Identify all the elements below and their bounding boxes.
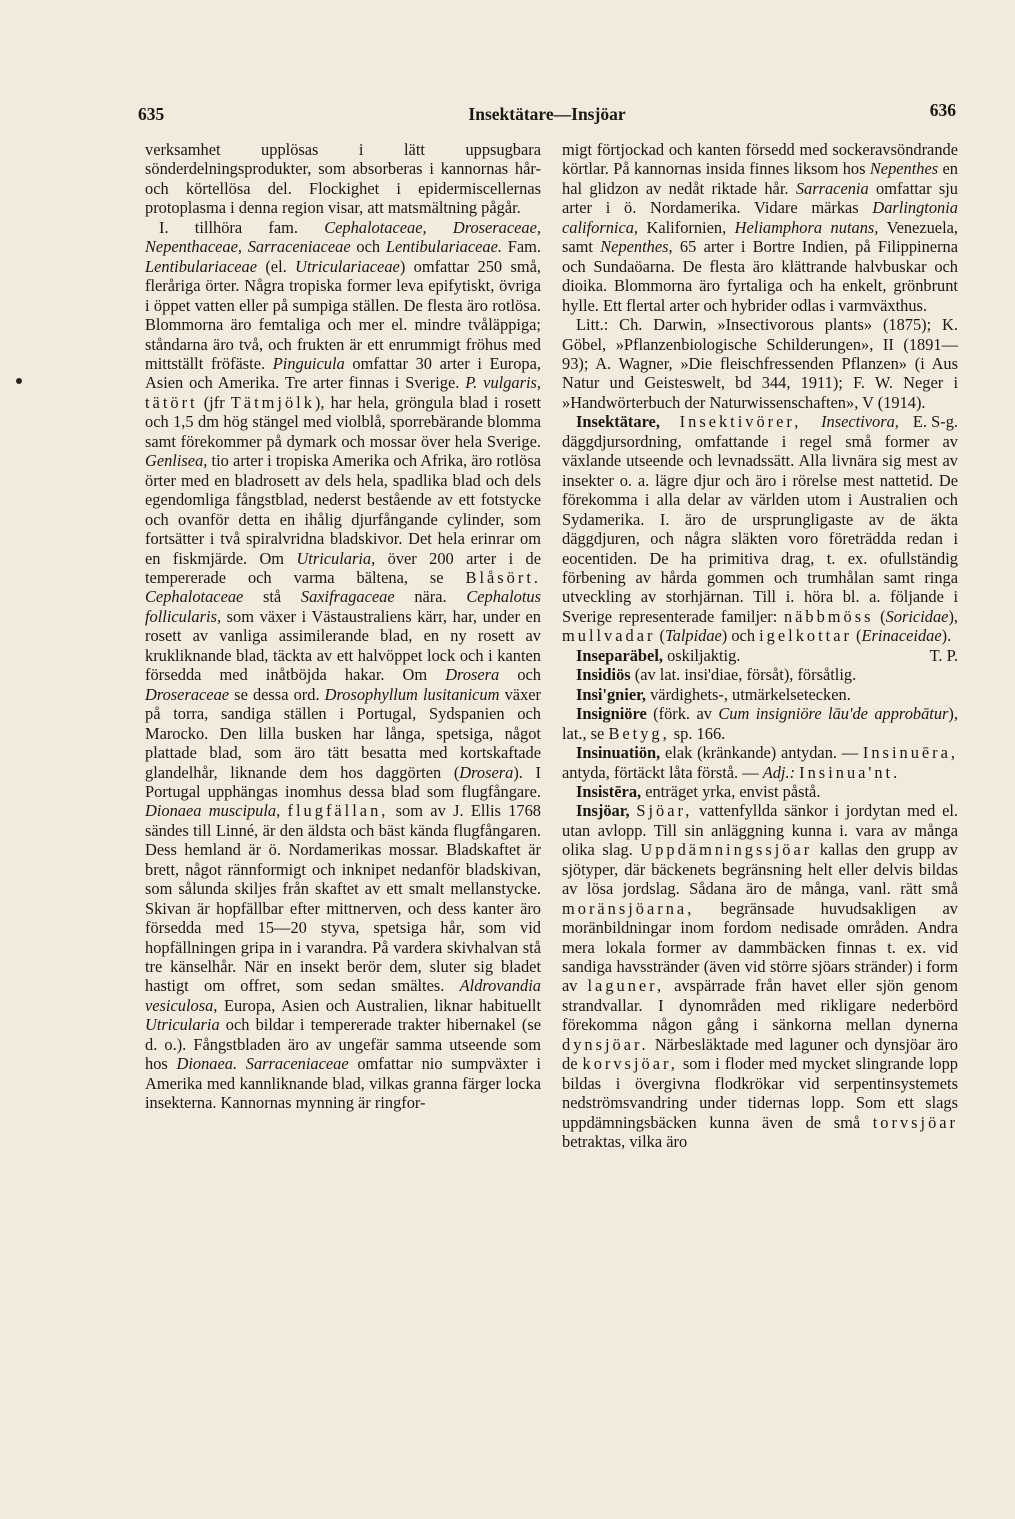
entry-inseparabel: Inseparäbel, oskiljaktig.	[576, 645, 741, 665]
running-head: Insektätare—Insjöar	[468, 104, 626, 124]
right-column	[562, 140, 958, 1152]
entry-heading: Insektätare,	[576, 412, 660, 432]
entry-insjoar: Insjöar, Sjöar, vattenfyllda sänkor i jordytan med el. utan avlopp. Till sin anläggning kunna i. vara av många olika slag. Uppdämningssjöar kallas den grupp av sjötyper, där bäckenets begränsning helt eller delvis bildas av lösa jordslag. Sådana äro de många, vanl. rätt små moränsjöarna, begränsade huvudsakligen av moränbildningar inom fordom nedisade områden. Andra mera lokala former av dammbäcken finnas t. ex. vid sandiga havsstränder (även vid större sjöars stränder) i form av laguner, avspärrade från havet eller sjön genom strandvallar. I dynområden med rikligare nederbörd förekomma någon gång i sänkorna mellan dynerna dynsjöar. Närbesläktade med laguner och dynsjöar äro de korvsjöar, som i floder med mycket slingrande lopp bildas i övergivna flodkrökar vid serpentinsystemets nedströmsvandring under tidernas lopp. Som ett slags uppdämningsbäcken kunna även de små torvsjöar betraktas, vilka äro	[562, 801, 958, 1152]
paragraph: migt förtjockad och kanten försedd med sockeravsöndrande körtlar. På kannornas insida finnes liksom hos Nepenthes en hal glidzon av nedåt riktade hår. Sarracenia omfattar sju arter i ö. Nordamerika. Vidare märkas Darlingtonia californica, Kalifornien, Heliamphora nutans, Venezuela, samt Nepenthes, 65 arter i Bortre Indien, på Filippinerna och Sundaöarna. De flesta äro klättrande halvbuskar och dioika. Blommorna äro fyrtaliga och ha enkelt, grönbrunt hylle. Ett flertal arter och hybrider odlas i varmväxthus.	[562, 140, 958, 315]
margin-dot	[16, 378, 22, 384]
literature-reference: Litt.: Ch. Darwin, »Insectivorous plants» (1875); K. Göbel, »Pflanzenbiologische Schilderungen», II (1891—93); A. Wagner, »Die fleischfressenden Pflanzen» (i Aus Natur und Geisteswelt, bd 344, 1911); F. W. Neger i »Handwörterbuch der Naturwissenschaften», V (1914). E. S-g.	[562, 315, 958, 432]
author-signature: E. S-g.	[912, 412, 958, 432]
paragraph: verksamhet upplösas i lätt uppsugbara sönderdelningsprodukter, som absorberas i kannornas hår- och körtellösa del. Flockighet i epidermiscellernas protoplasma i denna region visar, att matsmältning pågår.	[145, 140, 541, 218]
paragraph: I. tillhöra fam. Cephalotaceae, Droseraceae, Nepenthaceae, Sarraceniaceae och Lentibulariaceae. Fam. Lentibulariaceae (el. Utriculariaceae) omfattar 250 små, fleråriga örter. Några tropiska former leva epifytiskt, övriga i öppet vatten eller på sumpiga ställen. De flesta äro rotlösa. Blommorna äro femtaliga och mer el. mindre tvåläppiga; ståndarna äro två, och frukten är ett enrummigt fröhus med mittställt fröfäste. Pinguicula omfattar 30 arter i Europa, Asien och Amerika. Tre arter finnas i Sverige. P. vulgaris, tätört (jfr Tätmjölk), har hela, gröngula blad i rosett och 1,5 dm hög stängel med violblå, sporrebärande blomma samt förekommer på dymark och mossar över hela Sverige. Genlisea, tio arter i tropiska Amerika och Afrika, äro rotlösa örter med en bladrosett av dels hela, spadlika blad och dels egendomliga fångstblad, nederst bestående av ett fotstycke och ovanför detta en ihålig djurfångande cylinder, som fortsätter i två spiralvridna bladskivor. Det hela erinrar om en fiskmjärde. Om Utricularia, över 200 arter i de tempererade och varma bältena, se Blåsört. Cephalotaceae stå Saxifragaceae nära. Cephalotus follicularis, som växer i Västaustraliens kärr, har, under en rosett av vanliga assimilerande blad, en ny rosett av krukliknande blad, täckta av ett halvöppet lock och i kanten försedda med inåtböjda hakar. Om Drosera och Droseraceae se dessa ord. Drosophyllum lusitanicum växer på torra, sandiga ställen i Portugal, Sydspanien och Marocko. Den lilla busken har långa, spetsiga, något plattade blad, som äro tätt besatta med kortskaftade glandelhår, liknande dem hos daggörten (Drosera). I Portugal upphängas inomhus dessa blad som flugfångare. Dionaea muscipula, flugfällan, som av J. Ellis 1768 sändes till Linné, är den äldsta och bäst kända flugfångaren. Dess hemland är ö. Nordamerikas mossar. Bladskaftet är brett, något rännformigt och inknipet nedanför bladskivan, som sålunda skiljes från skaftet av ett smalt mellanstycke. Skivan är hopfällbar efter mittnerven, och dess kanter äro försedda med 15—20 styva, spetsiga hår, som vid hopfällningen gripa in i varandra. På vardera skivhalvan stå tre känselhår. När en insekt berör dem, sluter sig bladet hastigt om offret, som sedan smältes. Aldrovandia vesiculosa, Europa, Asien och Australien, liknar habituellt Utricularia och bildar i tempererade trakter hibernakel (se d. o.). Fångstbladen äro av ungefär samma utseende som hos Dionaea. Sarraceniaceae omfattar nio sumpväxter i Amerika med kannliknande blad, vilkas granna färger locka insekterna. Kannornas mynning är ringfor-	[145, 217, 542, 1113]
entry-insidios: Insidiös (av lat. insi'diae, försåt), försåtlig.	[576, 665, 857, 685]
entry-insigniore: Insigniöre (förk. av Cum insigniöre lāu'de approbātur), lat., se Betyg, sp. 166.	[562, 704, 958, 743]
entry-insinuation: Insinuatiön, elak (kränkande) antydan. — Insinuēra, antyda, förtäckt låta förstå. — Adj.: Insinua'nt.	[562, 743, 958, 782]
left-column	[145, 140, 541, 1113]
page-number-right: 636	[929, 100, 956, 120]
author-signature: T. P.	[929, 645, 958, 665]
page-header	[138, 100, 956, 126]
entry-insektatare: Insektätare, Insektivörer, Insectivora, däggdjursordning, omfattande i regel små former av växlande utseende och levnadssätt. Alla livnära sig mest av insekter o. a. lägre djur och äro i rörelse mest nattetid. De förekomma i alla delar av världen utom i Australien och Sydamerika. I. äro de ursprungligaste av de äkta däggdjuren, och några släkten voro företrädda redan i eocentiden. De ha primitiva drag, t. ex. ofullständig förbening av hårda gommen och trumhålan samt ringa utveckling av storhjärnan. Till i. höra bl. a. följande i Sverige representerade familjer: näbbmöss (Soricidae), mullvadar (Talpidae) och igelkottar (Erinaceidae). T. P.	[562, 412, 958, 665]
page-number-left: 635	[138, 104, 165, 124]
entry-insignier: Insi'gnier, värdighets-, utmärkelsetecken.	[576, 684, 851, 704]
entry-insistera: Insistēra, enträget yrka, envist påstå.	[576, 781, 821, 801]
